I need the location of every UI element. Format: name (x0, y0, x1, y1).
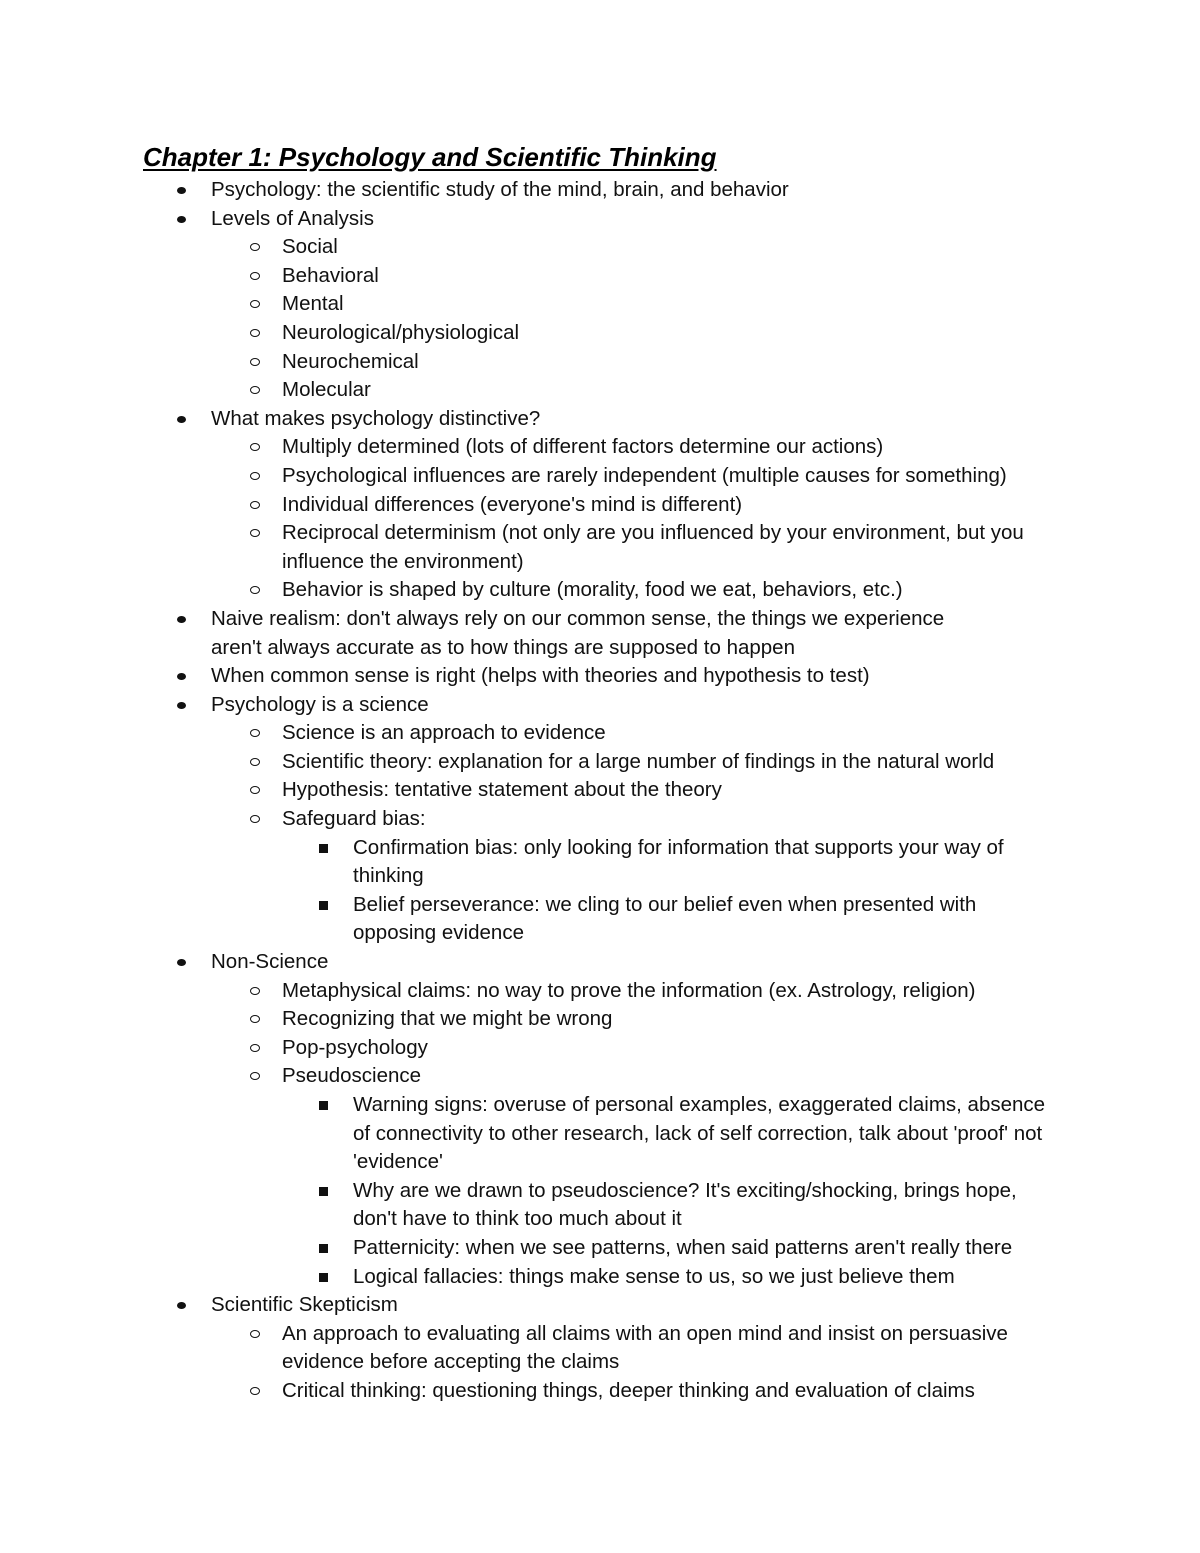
list-item (0, 1263, 1200, 1292)
filled-bullet-icon (177, 959, 186, 966)
hollow-bullet-icon (250, 1387, 260, 1395)
list-item (0, 891, 1200, 948)
list-item (0, 176, 1200, 205)
list-item-text: Behavior is shaped by culture (morality, food we eat, behaviors, etc.) (282, 578, 903, 602)
list-item-text: Levels of Analysis (211, 206, 374, 230)
list-item-text: Neurological/physiological (282, 320, 520, 344)
list-item (0, 1377, 1200, 1406)
list-item-text: Logical fallacies: things make sense to us, so we just believe them (353, 1264, 955, 1288)
list-item-text: Patternicity: when we see patterns, when said patterns aren't really there (353, 1235, 1013, 1259)
list-item-text: Why are we drawn to pseudoscience? It's exciting/shocking, brings hope, don't have to think too much about it (353, 1178, 1017, 1231)
list-item (0, 977, 1200, 1006)
list-item (0, 948, 1200, 977)
hollow-bullet-icon (250, 815, 260, 823)
list-item (0, 348, 1200, 377)
hollow-bullet-icon (250, 243, 260, 251)
list-item-text: Psychology is a science (211, 692, 429, 716)
filled-bullet-icon (177, 673, 186, 680)
list-item (0, 233, 1200, 262)
list-item-text: Molecular (282, 378, 371, 402)
list-item (0, 1234, 1200, 1263)
list-item-text: Multiply determined (lots of different factors determine our actions) (282, 435, 884, 459)
hollow-bullet-icon (250, 1044, 260, 1052)
list-item (0, 205, 1200, 234)
list-item (0, 834, 1200, 891)
list-item (0, 519, 1200, 576)
list-item (0, 1291, 1200, 1320)
list-item (0, 691, 1200, 720)
list-item-text: Belief perseverance: we cling to our belief even when presented with opposing evidence (353, 892, 977, 945)
list-item-text: Psychology: the scientific study of the mind, brain, and behavior (211, 178, 789, 201)
list-item (0, 319, 1200, 348)
list-item (0, 576, 1200, 605)
list-item (0, 1034, 1200, 1063)
list-item-text: Pop-psychology (282, 1035, 428, 1059)
list-item-text: Hypothesis: tentative statement about the theory (282, 778, 722, 802)
hollow-bullet-icon (250, 729, 260, 737)
list-item-text: Critical thinking: questioning things, deeper thinking and evaluation of claims (282, 1378, 975, 1402)
square-bullet-icon (319, 901, 328, 910)
list-item-text: Metaphysical claims: no way to prove the information (ex. Astrology, religion) (282, 978, 976, 1002)
list-item-text: Recognizing that we might be wrong (282, 1007, 613, 1031)
list-item-text: Social (282, 235, 338, 259)
filled-bullet-icon (177, 187, 186, 194)
list-item (0, 1320, 1200, 1377)
list-item (0, 405, 1200, 434)
list-item-text: What makes psychology distinctive? (211, 406, 541, 430)
hollow-bullet-icon (250, 443, 260, 451)
list-item-text: Science is an approach to evidence (282, 721, 606, 745)
hollow-bullet-icon (250, 386, 260, 394)
list-item-text: Reciprocal determinism (not only are you influenced by your environment, but you influence the environment) (282, 521, 1024, 573)
list-item (0, 805, 1200, 834)
list-item-text: Pseudoscience (282, 1064, 422, 1088)
filled-bullet-icon (177, 616, 186, 623)
list-item (0, 662, 1200, 691)
notes-list (0, 176, 1200, 1406)
hollow-bullet-icon (250, 1330, 260, 1338)
hollow-bullet-icon (250, 1072, 260, 1080)
list-item (0, 1177, 1200, 1234)
list-item-text: When common sense is right (helps with theories and hypothesis to test) (211, 664, 870, 688)
filled-bullet-icon (177, 416, 186, 423)
list-item (0, 1091, 1200, 1177)
list-item (0, 491, 1200, 520)
list-item (0, 262, 1200, 291)
list-item-text: Scientific Skepticism (211, 1293, 398, 1317)
list-item (0, 376, 1200, 405)
filled-bullet-icon (177, 216, 186, 223)
list-item-text: Naive realism: don't always rely on our common sense, the things we experience aren't always accurate as to how things are supposed to happen (211, 606, 945, 659)
page-title: Chapter 1: Psychology and Scientific Thinking (143, 142, 717, 172)
hollow-bullet-icon (250, 329, 260, 337)
square-bullet-icon (319, 1244, 328, 1253)
hollow-bullet-icon (250, 529, 260, 537)
list-item (0, 719, 1200, 748)
list-item-text: Neurochemical (282, 349, 419, 373)
list-item-text: An approach to evaluating all claims with an open mind and insist on persuasive evidence before accepting the claims (282, 1321, 1008, 1374)
hollow-bullet-icon (250, 272, 260, 280)
list-item (0, 1005, 1200, 1034)
square-bullet-icon (319, 844, 328, 853)
square-bullet-icon (319, 1273, 328, 1282)
filled-bullet-icon (177, 1302, 186, 1309)
square-bullet-icon (319, 1101, 328, 1110)
list-item (0, 776, 1200, 805)
hollow-bullet-icon (250, 1015, 260, 1023)
list-item-text: Warning signs: overuse of personal examples, exaggerated claims, absence of connectivity to other research, lack of self correction, talk about 'proof' not 'evidence' (353, 1093, 1046, 1174)
list-item-text: Psychological influences are rarely independent (multiple causes for something) (282, 463, 1007, 487)
list-item (0, 433, 1200, 462)
square-bullet-icon (319, 1187, 328, 1196)
hollow-bullet-icon (250, 472, 260, 480)
list-item-text: Individual differences (everyone's mind is different) (282, 492, 743, 516)
list-item-text: Safeguard bias: (282, 807, 426, 831)
hollow-bullet-icon (250, 586, 260, 594)
hollow-bullet-icon (250, 987, 260, 995)
hollow-bullet-icon (250, 358, 260, 366)
list-item (0, 290, 1200, 319)
filled-bullet-icon (177, 702, 186, 709)
list-item (0, 748, 1200, 777)
list-item (0, 605, 1200, 662)
list-item-text: Confirmation bias: only looking for information that supports your way of thinking (353, 835, 1004, 888)
hollow-bullet-icon (250, 758, 260, 766)
list-item-text: Mental (282, 292, 344, 316)
hollow-bullet-icon (250, 300, 260, 308)
list-item-text: Non-Science (211, 950, 329, 974)
list-item (0, 1062, 1200, 1091)
hollow-bullet-icon (250, 786, 260, 794)
list-item (0, 462, 1200, 491)
hollow-bullet-icon (250, 501, 260, 509)
list-item-text: Scientific theory: explanation for a large number of findings in the natural world (282, 749, 995, 773)
list-item-text: Behavioral (282, 263, 379, 287)
